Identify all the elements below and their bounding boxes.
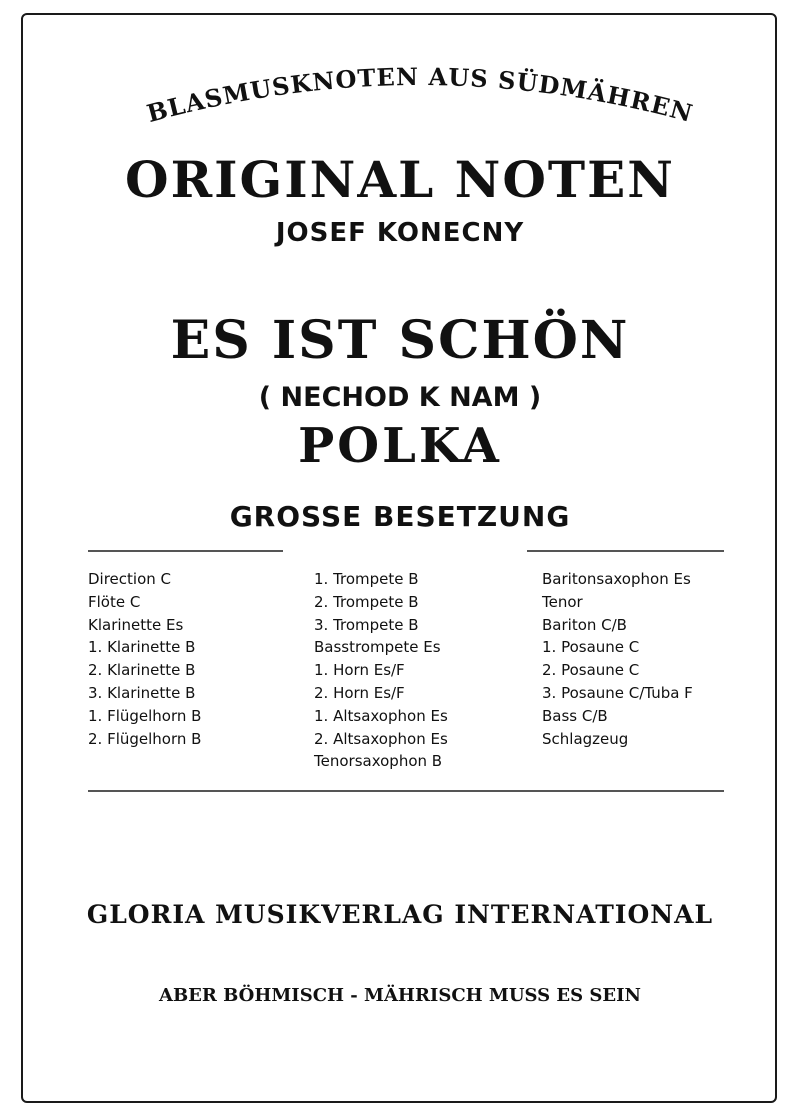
part-item: 2. Trompete B — [314, 592, 419, 611]
instrumentation-heading: GROSSE BESETZUNG — [229, 500, 571, 533]
part-item: 2. Altsaxophon Es — [314, 729, 448, 748]
svg-text:BLASMUSKNOTEN AUS SÜDMÄHREN — [144, 62, 697, 128]
divider-bottom — [88, 790, 724, 792]
part-item: Direction C — [88, 570, 172, 588]
piece-genre: POLKA — [298, 418, 502, 474]
part-item: Bariton C/B — [542, 615, 627, 634]
piece-subtitle: ( NECHOD K NAM ) — [258, 382, 542, 413]
part-item: Tenor — [542, 592, 583, 611]
part-item: 1. Klarinette B — [88, 638, 196, 657]
part-item: 3. Posaune C/Tuba F — [542, 683, 693, 702]
part-item: Klarinette Es — [88, 615, 184, 634]
parts-column-3 — [542, 568, 693, 750]
part-item: Flöte C — [88, 592, 141, 611]
slogan: ABER BÖHMISCH - MÄHRISCH MUSS ES SEIN — [159, 985, 641, 1006]
divider-top-left — [88, 550, 283, 552]
part-item: 1. Altsaxophon Es — [314, 706, 448, 725]
part-item: Basstrompete Es — [314, 638, 441, 657]
part-item: Tenorsaxophon B — [314, 752, 443, 771]
parts-column-2 — [314, 568, 448, 773]
part-item: 1. Flügelhorn B — [88, 706, 202, 725]
part-item: 1. Posaune C — [542, 638, 640, 657]
part-item: 3. Klarinette B — [88, 683, 196, 702]
composer-name: JOSEF KONECNY — [275, 218, 525, 248]
part-item: 2. Klarinette B — [88, 661, 196, 680]
page-heading: ORIGINAL NOTEN — [125, 150, 675, 209]
part-item: Schlagzeug — [542, 729, 629, 748]
publisher-name: GLORIA MUSIKVERLAG INTERNATIONAL — [86, 900, 714, 929]
part-item: Baritonsaxophon Es — [542, 570, 691, 588]
divider-top-right — [527, 550, 724, 552]
part-item: 3. Trompete B — [314, 615, 419, 634]
part-item: 2. Flügelhorn B — [88, 729, 202, 748]
part-item: Bass C/B — [542, 706, 608, 725]
piece-title: ES IST SCHÖN — [170, 310, 630, 371]
parts-column-1 — [88, 568, 201, 750]
part-item: 2. Posaune C — [542, 661, 640, 680]
series-title-arc — [120, 60, 720, 150]
series-title: BLASMUSKNOTEN AUS SÜDMÄHREN — [143, 61, 697, 129]
part-item: 2. Horn Es/F — [314, 683, 405, 702]
part-item: 1. Trompete B — [314, 570, 419, 588]
part-item: 1. Horn Es/F — [314, 661, 405, 680]
